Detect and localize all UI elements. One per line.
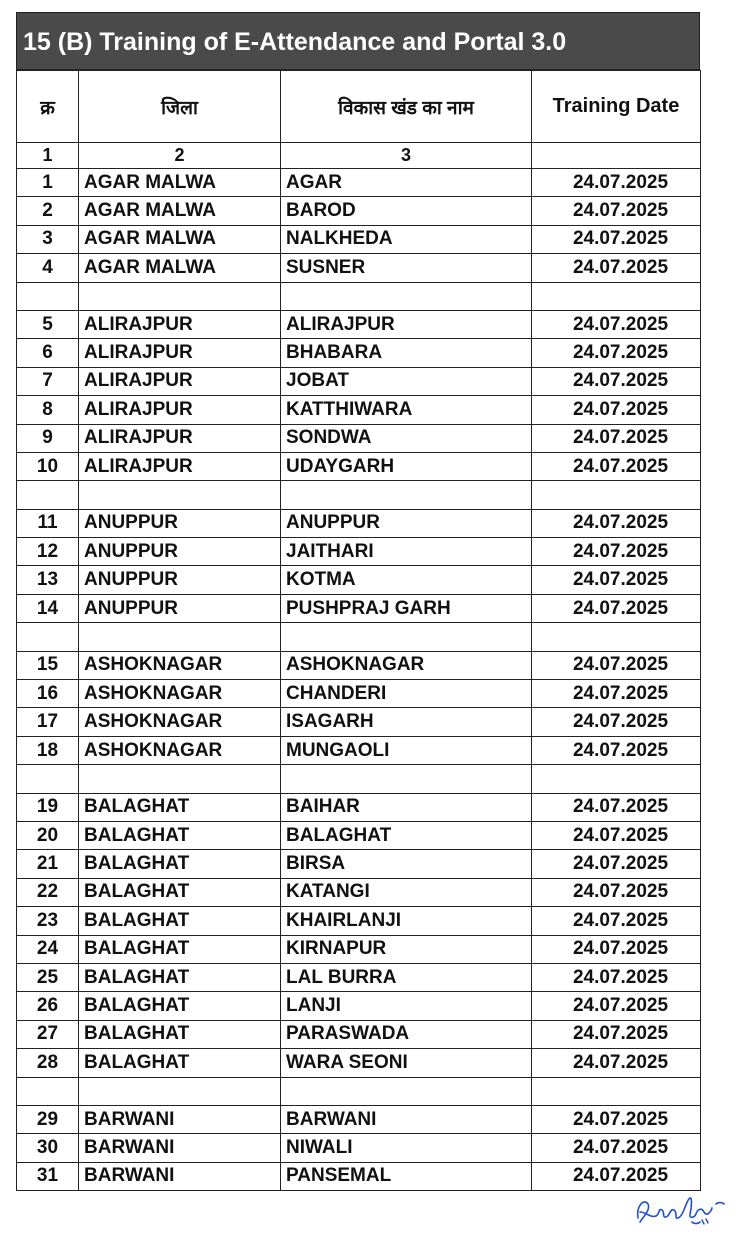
cell-block: AGAR [281,169,532,197]
cell-training-date: 24.07.2025 [532,907,701,935]
table-row [17,850,701,878]
cell-block: ASHOKNAGAR [281,651,532,679]
cell-serial: 3 [17,225,79,253]
cell-training-date: 24.07.2025 [532,963,701,991]
spacer-cell [281,481,532,509]
table-row [17,424,701,452]
cell-serial: 23 [17,907,79,935]
table-row [17,907,701,935]
cell-district: ALIRAJPUR [79,339,281,367]
cell-training-date: 24.07.2025 [532,509,701,537]
cell-training-date: 24.07.2025 [532,1162,701,1190]
cell-district: BALAGHAT [79,935,281,963]
cell-district: BALAGHAT [79,1049,281,1077]
table-row [17,821,701,849]
cell-block: CHANDERI [281,680,532,708]
table-row [17,169,701,197]
cell-block: BHABARA [281,339,532,367]
cell-serial: 22 [17,878,79,906]
cell-district: BALAGHAT [79,992,281,1020]
spacer-row [17,765,701,793]
cell-serial: 28 [17,1049,79,1077]
training-table [16,70,701,1191]
cell-training-date: 24.07.2025 [532,310,701,338]
cell-training-date: 24.07.2025 [532,452,701,480]
cell-block: KATANGI [281,878,532,906]
cell-serial: 13 [17,566,79,594]
cell-training-date: 24.07.2025 [532,935,701,963]
cell-training-date: 24.07.2025 [532,566,701,594]
cell-block: ANUPPUR [281,509,532,537]
cell-serial: 17 [17,708,79,736]
cell-serial: 9 [17,424,79,452]
table-row [17,963,701,991]
cell-district: ASHOKNAGAR [79,736,281,764]
cell-block: BAIHAR [281,793,532,821]
cell-block: ALIRAJPUR [281,310,532,338]
spacer-cell [79,1077,281,1105]
cell-training-date: 24.07.2025 [532,878,701,906]
cell-district: ALIRAJPUR [79,310,281,338]
table-row [17,310,701,338]
table-row [17,225,701,253]
cell-training-date: 24.07.2025 [532,169,701,197]
cell-district: ANUPPUR [79,566,281,594]
cell-district: AGAR MALWA [79,197,281,225]
cell-serial: 18 [17,736,79,764]
cell-block: SONDWA [281,424,532,452]
header-row [17,71,701,143]
table-row [17,566,701,594]
spacer-cell [281,623,532,651]
cell-serial: 15 [17,651,79,679]
table-body [17,143,701,1191]
spacer-cell [17,282,79,310]
column-number-serial: 1 [17,143,79,169]
cell-training-date: 24.07.2025 [532,708,701,736]
table-row [17,935,701,963]
table-row [17,708,701,736]
table-row [17,339,701,367]
spacer-cell [532,623,701,651]
cell-district: ALIRAJPUR [79,452,281,480]
cell-training-date: 24.07.2025 [532,1134,701,1162]
table-row [17,736,701,764]
cell-serial: 6 [17,339,79,367]
spacer-cell [17,481,79,509]
cell-block: JOBAT [281,367,532,395]
cell-training-date: 24.07.2025 [532,367,701,395]
cell-serial: 20 [17,821,79,849]
cell-training-date: 24.07.2025 [532,424,701,452]
table-row [17,1134,701,1162]
cell-district: ASHOKNAGAR [79,708,281,736]
cell-block: MUNGAOLI [281,736,532,764]
cell-serial: 16 [17,680,79,708]
cell-district: AGAR MALWA [79,225,281,253]
cell-serial: 11 [17,509,79,537]
spacer-cell [79,623,281,651]
cell-serial: 12 [17,538,79,566]
spacer-cell [281,765,532,793]
cell-training-date: 24.07.2025 [532,680,701,708]
cell-district: AGAR MALWA [79,254,281,282]
cell-block: BIRSA [281,850,532,878]
cell-serial: 14 [17,594,79,622]
cell-district: BALAGHAT [79,878,281,906]
cell-serial: 4 [17,254,79,282]
page-title: 15 (B) Training of E-Attendance and Portal 3.0 [16,12,700,70]
cell-district: BALAGHAT [79,850,281,878]
table-row [17,651,701,679]
cell-serial: 29 [17,1105,79,1133]
column-number-row [17,143,701,169]
cell-serial: 31 [17,1162,79,1190]
cell-serial: 24 [17,935,79,963]
table-row [17,367,701,395]
cell-district: BALAGHAT [79,1020,281,1048]
cell-training-date: 24.07.2025 [532,1105,701,1133]
cell-serial: 8 [17,396,79,424]
table-row [17,197,701,225]
cell-training-date: 24.07.2025 [532,225,701,253]
spacer-cell [532,481,701,509]
header-serial: क्र [17,71,79,143]
cell-block: BALAGHAT [281,821,532,849]
cell-block: SUSNER [281,254,532,282]
cell-district: BARWANI [79,1105,281,1133]
table-row [17,1020,701,1048]
table-row [17,1105,701,1133]
spacer-cell [281,282,532,310]
cell-block: KHAIRLANJI [281,907,532,935]
cell-block: LANJI [281,992,532,1020]
cell-block: KOTMA [281,566,532,594]
header-district: जिला [79,71,281,143]
table-row [17,254,701,282]
cell-training-date: 24.07.2025 [532,594,701,622]
cell-block: PANSEMAL [281,1162,532,1190]
cell-serial: 1 [17,169,79,197]
spacer-cell [79,282,281,310]
table-row [17,538,701,566]
table-row [17,992,701,1020]
spacer-cell [17,765,79,793]
cell-block: ISAGARH [281,708,532,736]
cell-serial: 21 [17,850,79,878]
cell-block: KATTHIWARA [281,396,532,424]
cell-block: LAL BURRA [281,963,532,991]
table-row [17,594,701,622]
cell-district: ANUPPUR [79,509,281,537]
cell-district: BARWANI [79,1162,281,1190]
spacer-cell [79,481,281,509]
column-number-district: 2 [79,143,281,169]
cell-training-date: 24.07.2025 [532,197,701,225]
table-row [17,1049,701,1077]
cell-block: NALKHEDA [281,225,532,253]
cell-district: ASHOKNAGAR [79,680,281,708]
cell-block: BARWANI [281,1105,532,1133]
cell-district: BARWANI [79,1134,281,1162]
cell-block: PUSHPRAJ GARH [281,594,532,622]
cell-training-date: 24.07.2025 [532,538,701,566]
cell-block: WARA SEONI [281,1049,532,1077]
cell-training-date: 24.07.2025 [532,651,701,679]
spacer-cell [532,282,701,310]
cell-serial: 19 [17,793,79,821]
cell-serial: 7 [17,367,79,395]
spacer-cell [532,1077,701,1105]
signature-icon [632,1188,728,1228]
cell-training-date: 24.07.2025 [532,1049,701,1077]
table-row [17,680,701,708]
document-sheet [16,12,700,1191]
cell-serial: 26 [17,992,79,1020]
cell-serial: 30 [17,1134,79,1162]
cell-serial: 5 [17,310,79,338]
table-row [17,793,701,821]
table-header [17,71,701,143]
spacer-row [17,623,701,651]
spacer-cell [79,765,281,793]
cell-district: AGAR MALWA [79,169,281,197]
header-training-date: Training Date [532,71,701,143]
cell-training-date: 24.07.2025 [532,821,701,849]
cell-training-date: 24.07.2025 [532,396,701,424]
cell-district: ANUPPUR [79,538,281,566]
column-number-date [532,143,701,169]
cell-district: BALAGHAT [79,821,281,849]
cell-block: UDAYGARH [281,452,532,480]
cell-training-date: 24.07.2025 [532,992,701,1020]
table-row [17,878,701,906]
header-block: विकास खंड का नाम [281,71,532,143]
spacer-row [17,481,701,509]
table-row [17,1162,701,1190]
spacer-cell [17,623,79,651]
cell-serial: 10 [17,452,79,480]
column-number-block: 3 [281,143,532,169]
cell-training-date: 24.07.2025 [532,339,701,367]
cell-district: BALAGHAT [79,793,281,821]
cell-block: NIWALI [281,1134,532,1162]
spacer-row [17,1077,701,1105]
cell-training-date: 24.07.2025 [532,1020,701,1048]
cell-district: BALAGHAT [79,963,281,991]
table-row [17,452,701,480]
cell-block: KIRNAPUR [281,935,532,963]
cell-training-date: 24.07.2025 [532,254,701,282]
spacer-cell [17,1077,79,1105]
table-row [17,509,701,537]
spacer-cell [281,1077,532,1105]
cell-district: ANUPPUR [79,594,281,622]
cell-district: ALIRAJPUR [79,424,281,452]
cell-block: BAROD [281,197,532,225]
cell-district: ALIRAJPUR [79,396,281,424]
cell-block: JAITHARI [281,538,532,566]
table-row [17,396,701,424]
cell-district: ASHOKNAGAR [79,651,281,679]
cell-training-date: 24.07.2025 [532,736,701,764]
cell-training-date: 24.07.2025 [532,850,701,878]
cell-block: PARASWADA [281,1020,532,1048]
cell-serial: 27 [17,1020,79,1048]
cell-serial: 25 [17,963,79,991]
cell-district: ALIRAJPUR [79,367,281,395]
spacer-cell [532,765,701,793]
cell-district: BALAGHAT [79,907,281,935]
spacer-row [17,282,701,310]
cell-serial: 2 [17,197,79,225]
cell-training-date: 24.07.2025 [532,793,701,821]
